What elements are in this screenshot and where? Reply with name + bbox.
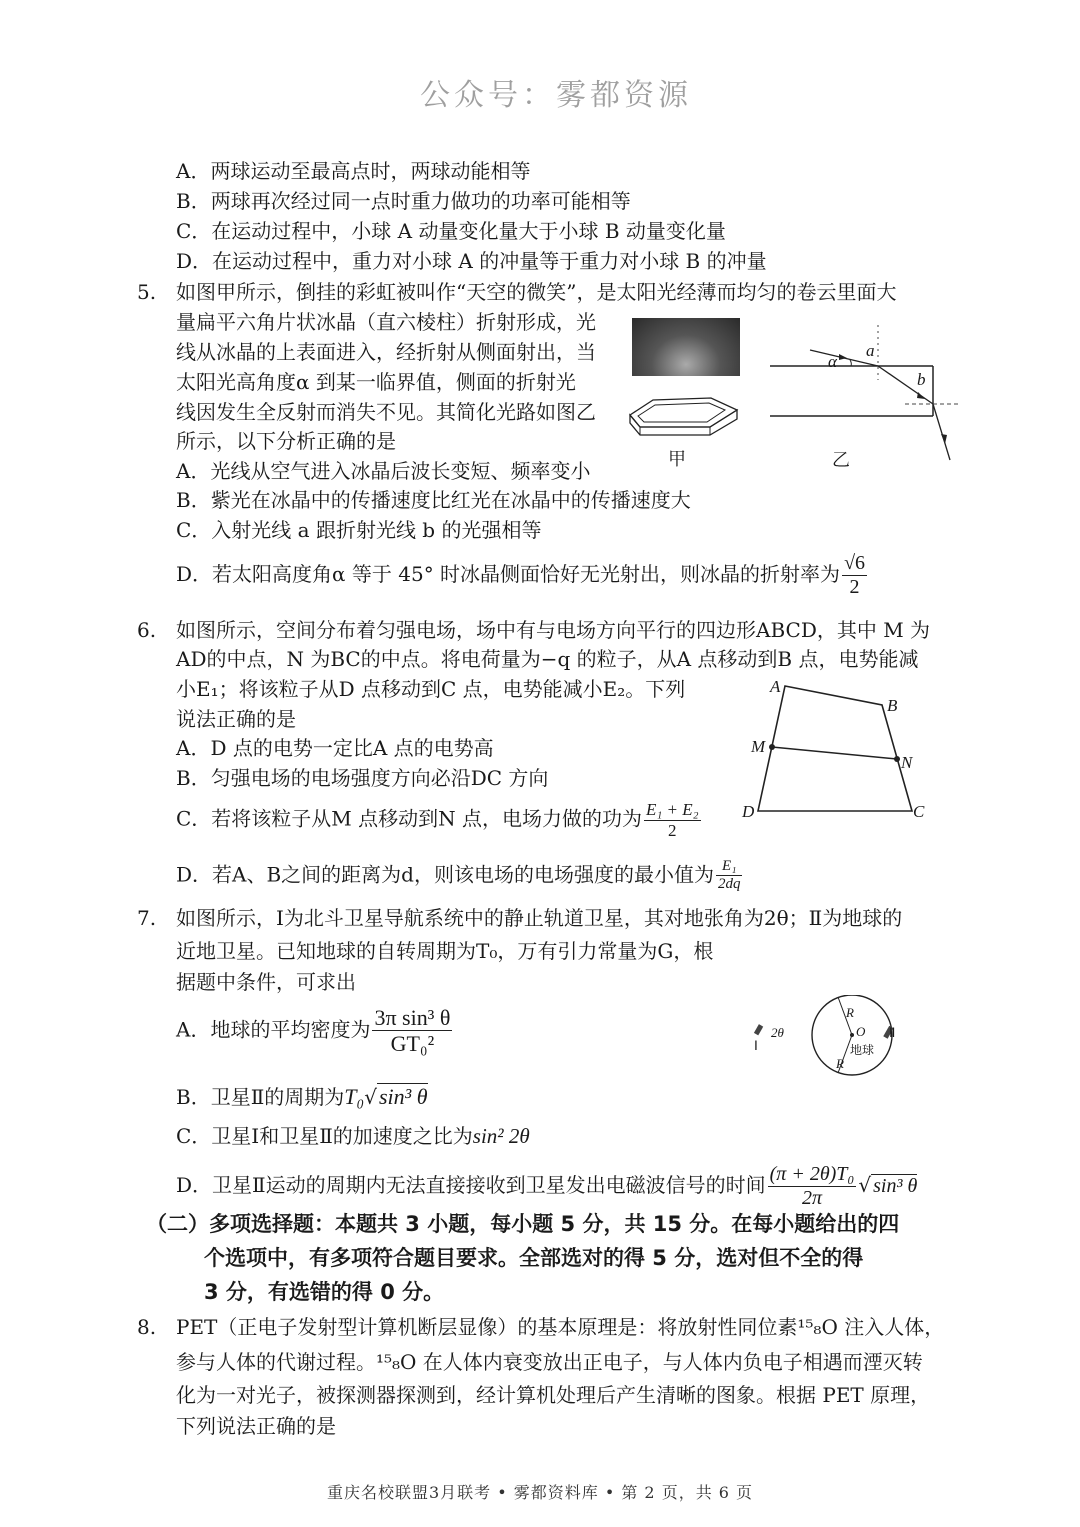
q7-option-a (176, 1005, 454, 1057)
q7-option-a-text: A．地球的平均密度为 (176, 1017, 371, 1042)
numerator: E₁ (716, 858, 743, 876)
light-path-diagram (765, 320, 965, 465)
point-b-label: B (887, 696, 898, 715)
earth-label: 地球 (850, 1043, 875, 1057)
q7-option-d-text: D．卫星Ⅱ运动的周期内无法直接接收到卫星发出电磁波信号的时间 (176, 1173, 766, 1197)
denominator: 2 (668, 820, 677, 840)
page-footer: 重庆名校联盟3月联考 • 雾都资料库 • 第 2 页，共 6 页 (326, 1483, 754, 1502)
q7-stem: 据题中条件，可求出 (176, 970, 356, 994)
q6-option-a: A．D 点的电势一定比A 点的电势高 (176, 736, 494, 760)
q7-option-c (176, 1123, 530, 1149)
q5-option-d-fraction (842, 552, 867, 599)
radius-label-bottom: R (836, 1056, 844, 1071)
q6-stem: 说法正确的是 (176, 707, 296, 731)
sqrt-expression: sin³ θ (873, 1175, 918, 1197)
q7-stem: 近地卫星。已知地球的自转周期为T₀，万有引力常量为G，根 (176, 939, 714, 963)
q6-stem: 小E₁；将该粒子从D 点移动到C 点，电势能减小E₂。下列 (176, 677, 686, 701)
alpha-label: α (828, 352, 837, 371)
ratio-expression: sin² 2θ (472, 1124, 530, 1148)
numerator: 3π sin³ θ (374, 1005, 451, 1030)
q7-option-c-text: C．卫星Ⅰ和卫星Ⅱ的加速度之比为 (176, 1124, 473, 1148)
point-m-label: M (751, 737, 766, 756)
q4-option-b: B．两球再次经过同一点时重力做功的功率可能相等 (176, 189, 631, 213)
numerator: E₁ + E₂ (646, 800, 699, 819)
point-d-label: D (742, 802, 755, 821)
q8-stem: 参与人体的代谢过程。¹⁵₈O 在人体内衰变放出正电子，与人体内负电子相遇而湮灭转 (176, 1350, 923, 1374)
q7-stem: 如图所示，Ⅰ为北斗卫星导航系统中的静止轨道卫星，其对地张角为2θ；Ⅱ为地球的 (176, 906, 903, 930)
q6-stem: 如图所示，空间分布着匀强电场，场中有与电场方向平行的四边形ABCD，其中 M 为 (176, 618, 931, 642)
denominator: GT₀² (390, 1031, 435, 1057)
q4-option-d: D．在运动过程中，重力对小球 A 的冲量等于重力对小球 B 的冲量 (176, 249, 767, 273)
denominator: 2 (849, 576, 860, 598)
ray-a-label: a (866, 341, 875, 360)
sqrt-expression: sin³ θ (378, 1084, 428, 1109)
hexagonal-ice-crystal-diagram (625, 395, 745, 440)
radius-label-top: R (846, 1005, 854, 1020)
q6-option-d-fraction (716, 858, 743, 894)
q6-option-d (176, 858, 744, 894)
numerator: (π + 2θ)T₀ (769, 1163, 855, 1185)
q7-option-b: B．卫星Ⅱ的周期为T₀√sin³ θ (176, 1084, 428, 1109)
q7-number: 7. (137, 906, 157, 930)
q5-option-a: A．光线从空气进入冰晶后波长变短、频率变小 (176, 459, 591, 483)
watermark: 公众号：雾都资源 (420, 78, 692, 113)
q7-option-d: D．卫星Ⅱ运动的周期内无法直接接收到卫星发出电磁波信号的时间 $\frac{\text{(π + 2θ)T₀}}{2\pi}$ √ sin³ θ (176, 1163, 918, 1209)
point-c-label: C (913, 802, 925, 821)
figure-jia-label: 甲 (668, 449, 686, 470)
q5-option-c: C．入射光线 a 跟折射光线 b 的光强相等 (176, 518, 542, 542)
section-heading: （二）多项选择题：本题共 3 小题，每小题 5 分，共 15 分。在每小题给出的四 (146, 1212, 900, 1236)
q7-option-a-fraction (372, 1005, 452, 1057)
cirrus-cloud-photo (632, 318, 740, 376)
q5-stem: 线因发生全反射而消失不见。其简化光路如图乙 (176, 400, 596, 424)
q8-stem: 化为一对光子，被探测器探测到，经计算机处理后产生清晰的图象。根据 PET 原理， (176, 1383, 931, 1407)
section-instructions: 个选项中，有多项符合题目要求。全部选对的得 5 分，选对但不全的得 (204, 1246, 864, 1270)
q7-option-b-text: B．卫星Ⅱ的周期为 (176, 1085, 345, 1109)
section-instructions: 3 分，有选错的得 0 分。 (204, 1280, 445, 1304)
q4-option-c: C．在运动过程中，小球 A 动量变化量大于小球 B 动量变化量 (176, 219, 726, 243)
q5-stem: 量扁平六角片状冰晶（直六棱柱）折射形成，光 (176, 310, 596, 334)
q5-option-d-text: D．若太阳高度角α 等于 45° 时冰晶侧面恰好无光射出，则冰晶的折射率为 (176, 562, 841, 586)
point-a-label: A (770, 677, 781, 696)
q8-number: 8. (137, 1315, 157, 1339)
q5-option-d (176, 552, 869, 599)
q4-option-a: A．两球运动至最高点时，两球动能相等 (176, 159, 531, 183)
satellite-1-label: Ⅰ (754, 1038, 758, 1053)
q6-option-d-text: D．若A、B之间的距离为d，则该电场的电场强度的最小值为 (176, 862, 714, 887)
q6-option-b: B．匀强电场的电场强度方向必沿DC 方向 (176, 766, 549, 790)
q7-option-d-fraction (768, 1163, 857, 1210)
satellite-2-label: Ⅱ (889, 1025, 896, 1040)
q5-stem: 所示，以下分析正确的是 (176, 429, 396, 453)
ray-b-label: b (917, 370, 926, 389)
q6-stem: AD的中点，N 为BC的中点。将电荷量为−q 的粒子，从A 点移动到B 点，电势能减 (176, 647, 919, 671)
q6-number: 6. (137, 618, 157, 642)
figure-yi-label: 乙 (832, 450, 850, 471)
q8-stem: PET（正电子发射型计算机断层显像）的基本原理是：将放射性同位素¹⁵₈O 注入人体， (176, 1315, 945, 1339)
q5-option-b: B．紫光在冰晶中的传播速度比红光在冰晶中的传播速度大 (176, 488, 691, 512)
q5-stem: 太阳光高角度α 到某一临界值，侧面的折射光 (176, 370, 576, 394)
q5-stem: 如图甲所示，倒挂的彩虹被叫作“天空的微笑”，是太阳光经薄而均匀的卷云里面大 (176, 280, 897, 304)
point-n-label: N (901, 753, 913, 772)
center-o-label: O (856, 1024, 866, 1039)
q6-option-c-fraction (644, 800, 701, 840)
angle-label: 2θ (771, 1025, 784, 1040)
q5-number: 5. (137, 280, 157, 304)
t0-symbol: T₀ (344, 1084, 365, 1109)
numerator: √6 (844, 552, 866, 574)
denominator: 2π (802, 1187, 823, 1209)
q6-option-c (176, 800, 703, 840)
denominator: 2dq (717, 876, 741, 893)
q5-stem: 线从冰晶的上表面进入，经折射从侧面射出，当 (176, 340, 596, 364)
q6-option-c-text: C．若将该粒子从M 点移动到N 点，电场力做的功为 (176, 806, 642, 831)
q8-stem: 下列说法正确的是 (176, 1414, 336, 1438)
